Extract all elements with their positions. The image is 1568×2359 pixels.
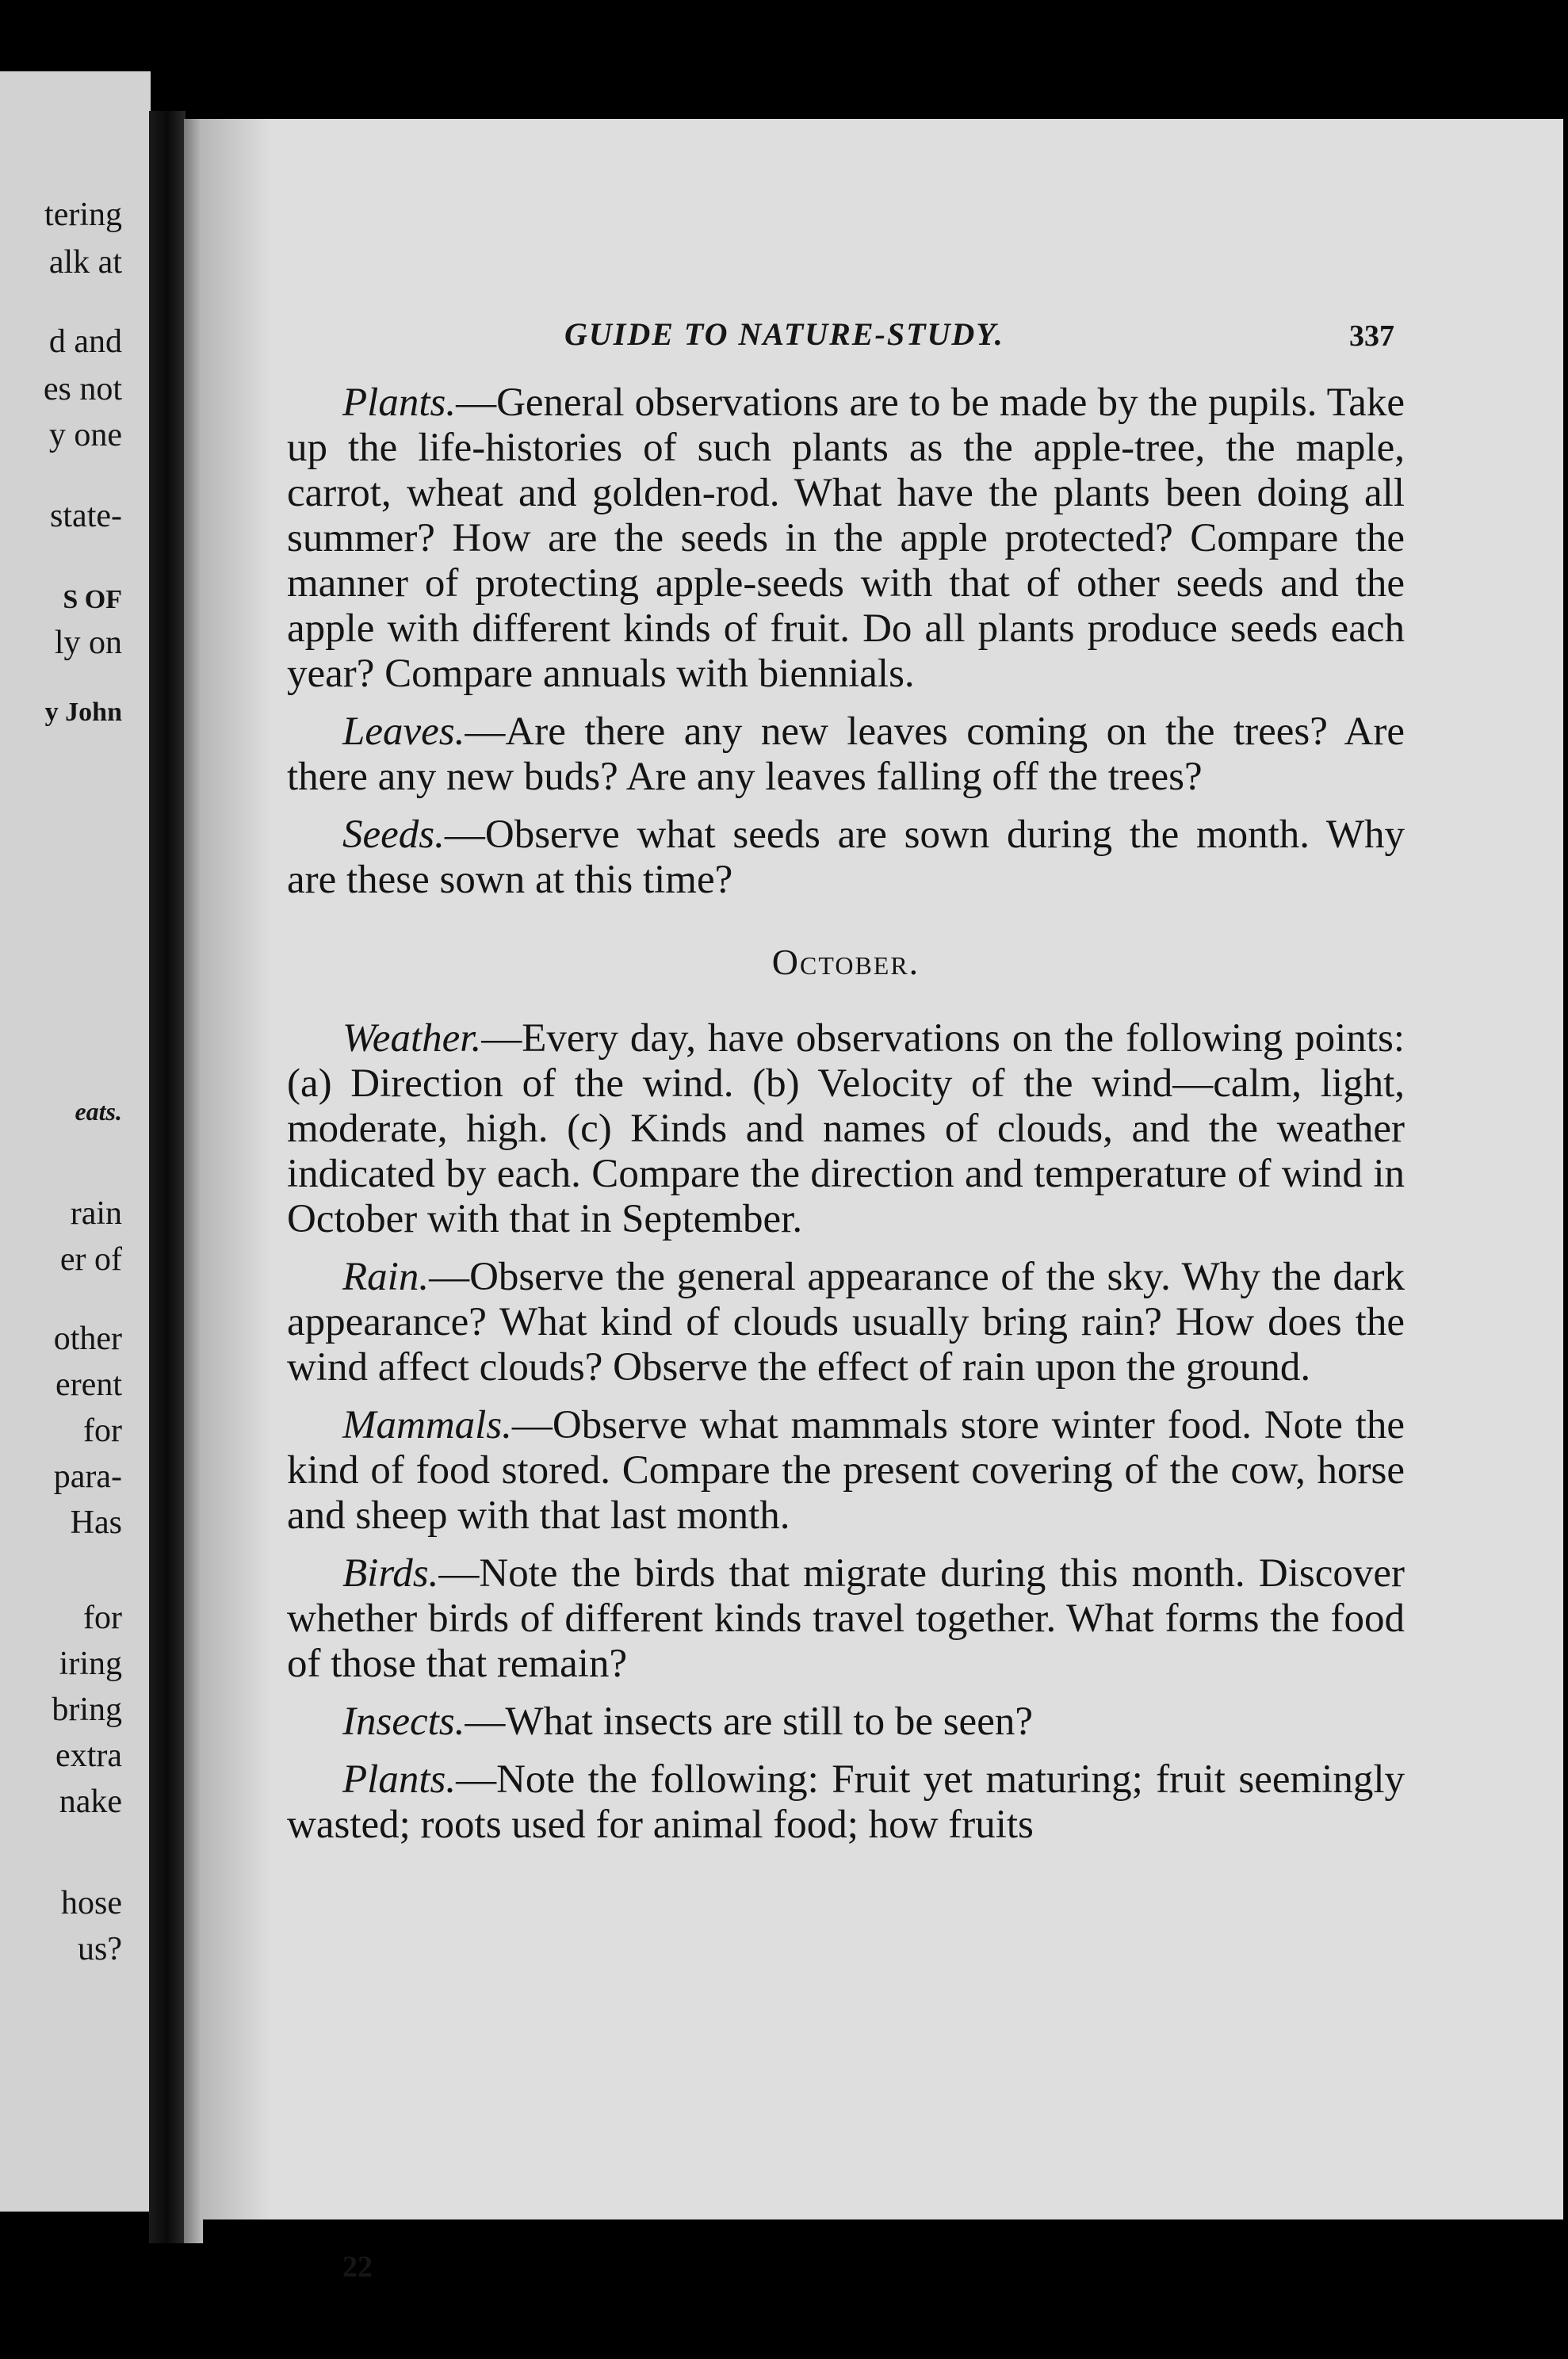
paragraph-text: —Observe what mammals store winter food. Note the kind of food stored. Compare the present covering of the cow, horse and sheep with that last month. bbox=[287, 1403, 1405, 1538]
paragraph-text: —Note the following: Fruit yet maturing; fruit seemingly wasted; roots used for animal food; how fruits bbox=[287, 1757, 1405, 1847]
left-page-line: nake bbox=[59, 1784, 122, 1820]
left-page-line: d and bbox=[48, 323, 122, 360]
running-head: GUIDE TO NATURE-STUDY. bbox=[564, 316, 1004, 352]
paragraph-leaves bbox=[287, 709, 1405, 800]
left-page-line: state- bbox=[50, 498, 122, 534]
paragraph-lead: Leaves. bbox=[342, 709, 465, 754]
paragraph-weather bbox=[287, 1016, 1405, 1242]
left-page-line: y one bbox=[48, 417, 122, 453]
left-facing-page bbox=[0, 71, 151, 2212]
paragraph-text: —Observe the general appearance of the sky. Why the dark appearance? What kind of clouds usually bring rain? How does the wind affect clouds? Observe the effect of rain upon the ground. bbox=[287, 1255, 1405, 1390]
paragraph-lead: Plants. bbox=[342, 380, 457, 425]
paragraph-text: —General observations are to be made by the pupils. Take up the life-histories of such plants as the apple-tree, the maple, carrot, wheat and golden-rod. What have the plants been doing all summer? How are the seeds in the apple protected? Compare the manner of protecting apple-seeds with that of other seeds and the apple with different kinds of fruit. Do all plants produce seeds each year? Compare annuals with biennials. bbox=[287, 380, 1405, 696]
section-heading: October. bbox=[771, 942, 920, 982]
paragraph-plants bbox=[287, 380, 1405, 697]
paragraph-text: —Observe what seeds are sown during the month. Why are these sown at this time? bbox=[287, 812, 1405, 902]
signature-mark: 22 bbox=[342, 2250, 373, 2284]
paragraph-mammals bbox=[287, 1403, 1405, 1539]
left-page-line: Has bbox=[70, 1504, 122, 1541]
left-page-line: ly on bbox=[54, 625, 122, 661]
left-page-line: eats. bbox=[75, 1097, 122, 1126]
paragraph-lead: Mammals. bbox=[342, 1403, 512, 1447]
paragraph-lead: Birds. bbox=[342, 1551, 439, 1596]
left-page-line: alk at bbox=[48, 244, 122, 281]
left-page-line: extra bbox=[55, 1738, 122, 1774]
paragraph-lead: Weather. bbox=[342, 1016, 482, 1061]
left-page-line: er of bbox=[59, 1241, 122, 1278]
paragraph-seeds bbox=[287, 812, 1405, 903]
left-page-line: rain bbox=[70, 1195, 122, 1232]
paragraph-lead: Seeds. bbox=[342, 812, 445, 857]
paragraph-birds bbox=[287, 1551, 1405, 1687]
left-page-line: es not bbox=[43, 371, 122, 407]
page-number: 337 bbox=[1349, 319, 1394, 353]
paragraph-text: —What insects are still to be seen? bbox=[465, 1699, 1033, 1744]
left-page-line: erent bbox=[55, 1367, 122, 1403]
paragraph-text: —Every day, have observations on the following points: (a) Direction of the wind. (b) Velocity of the wind—calm, light, moderate, high. (c) Kinds and names of clouds, and the weather indicated by each. Compare the direction and temperature of wind in October with that in September. bbox=[287, 1016, 1405, 1241]
paragraph-lead: Rain. bbox=[342, 1255, 430, 1299]
main-page bbox=[200, 119, 1563, 2284]
page-shadow bbox=[200, 119, 271, 2219]
paragraph-lead: Plants. bbox=[342, 1757, 457, 1802]
book-gutter bbox=[149, 111, 185, 2243]
left-page-line: para- bbox=[53, 1459, 122, 1495]
left-page-line: tering bbox=[44, 197, 122, 233]
left-page-line: us? bbox=[78, 1931, 122, 1967]
body-text bbox=[287, 380, 1405, 1848]
paragraph-plants-october bbox=[287, 1757, 1405, 1848]
paragraph-text: —Note the birds that migrate during this month. Discover whether birds of different kinds travel together. What forms the food of those that remain? bbox=[287, 1551, 1405, 1686]
paragraph-rain bbox=[287, 1255, 1405, 1390]
paragraph-insects bbox=[287, 1699, 1405, 1745]
left-page-line: bring bbox=[52, 1692, 122, 1728]
left-page-line: iring bbox=[59, 1646, 122, 1682]
left-page-line: for bbox=[83, 1413, 122, 1449]
paragraph-lead: Insects. bbox=[342, 1699, 465, 1744]
left-page-line: other bbox=[53, 1321, 122, 1357]
paragraph-text: —Are there any new leaves coming on the trees? Are there any new buds? Are any leaves falling off the trees? bbox=[287, 709, 1405, 799]
left-page-line: hose bbox=[61, 1885, 122, 1921]
left-page-line: S OF bbox=[63, 585, 122, 614]
left-page-line: y John bbox=[44, 698, 122, 727]
left-page-line: for bbox=[83, 1600, 122, 1636]
